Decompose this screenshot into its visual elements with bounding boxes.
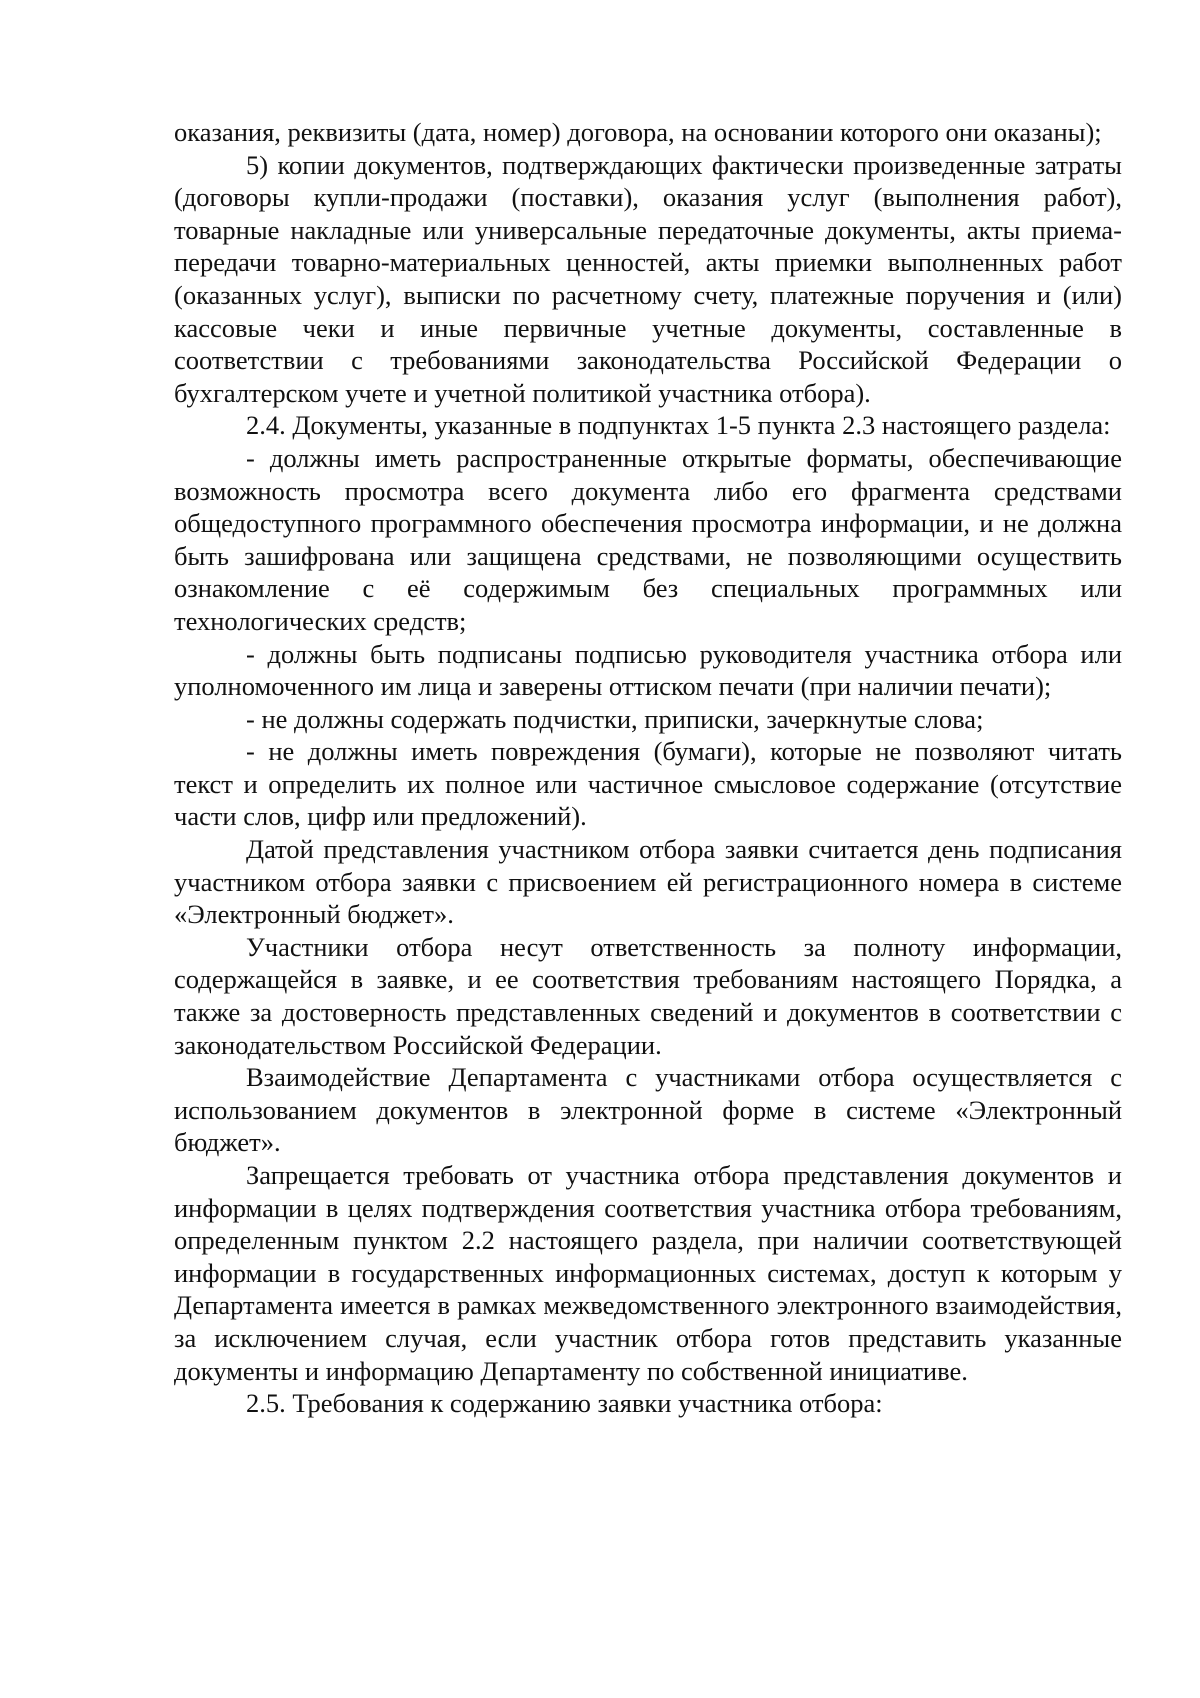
- paragraph-responsibility: Участники отбора несут ответственность за полноту информации, содержащейся в заявке, и ее соответствия требованиям настоящего Порядка, а также за достоверность представленных сведений и документов в соответствии с законодательством Российской Федерации.: [174, 931, 1122, 1060]
- paragraph-item-5-copies: 5) копии документов, подтверждающих фактически произведенные затраты (договоры купли-продажи (поставки), оказания услуг (выполнения работ), товарные накладные или универсальные передаточные документы, акты приема-передачи товарно-материальных ценностей, акты приемки выполненных работ (оказанных услуг), выписки по расчетному счету, платежные поручения и (или) кассовые чеки и иные первичные учетные документы, составленные в соответствии с требованиями законодательства Российской Федерации о бухгалтерском учете и учетной политикой участника отбора).: [174, 149, 1122, 408]
- paragraph-continuation: оказания, реквизиты (дата, номер) договора, на основании которого они оказаны);: [174, 117, 1102, 147]
- paragraph-no-corrections: - не должны содержать подчистки, приписки, зачеркнутые слова;: [246, 703, 984, 734]
- paragraph-interaction: Взаимодействие Департамента с участниками отбора осуществляется с использованием документов в электронной форме в системе «Электронный бюджет».: [174, 1062, 1122, 1158]
- paragraph-no-damage: - не должны иметь повреждения (бумаги), которые не позволяют читать текст и определить их полное или частичное смысловое содержание (отсутствие части слов, цифр или предложений).: [174, 736, 1122, 832]
- paragraph-signature-requirement: - должны быть подписаны подписью руководителя участника отбора или уполномоченного им лица и заверены оттиском печати (при наличии печати);: [174, 638, 1122, 702]
- document-page: [174, 116, 1122, 1420]
- paragraph-2-5-heading: 2.5. Требования к содержанию заявки участника отбора:: [246, 1388, 883, 1419]
- paragraph-format-requirement: - должны иметь распространенные открытые форматы, обеспечивающие возможность просмотра всего документа либо его фрагмента средствами общедоступного программного обеспечения просмотра информации, и не должна быть зашифрована или защищена средствами, не позволяющими осуществить ознакомление с её содержимым без специальных программных или технологических средств;: [174, 442, 1122, 636]
- paragraph-prohibition: Запрещается требовать от участника отбора представления документов и информации в целях подтверждения соответствия участника отбора требованиям, определенным пунктом 2.2 настоящего раздела, при наличии соответствующей информации в государственных информационных системах, доступ к которым у Департамента имеется в рамках межведомственного электронного взаимодействия, за исключением случая, если участник отбора готов представить указанные документы и информацию Департаменту по собственной инициативе.: [174, 1160, 1122, 1386]
- paragraph-2-4-heading: 2.4. Документы, указанные в подпунктах 1-5 пункта 2.3 настоящего раздела:: [246, 410, 1111, 441]
- paragraph-submission-date: Датой представления участником отбора заявки считается день подписания участником отбора заявки с присвоением ей регистрационного номера в системе «Электронный бюджет».: [174, 834, 1122, 930]
